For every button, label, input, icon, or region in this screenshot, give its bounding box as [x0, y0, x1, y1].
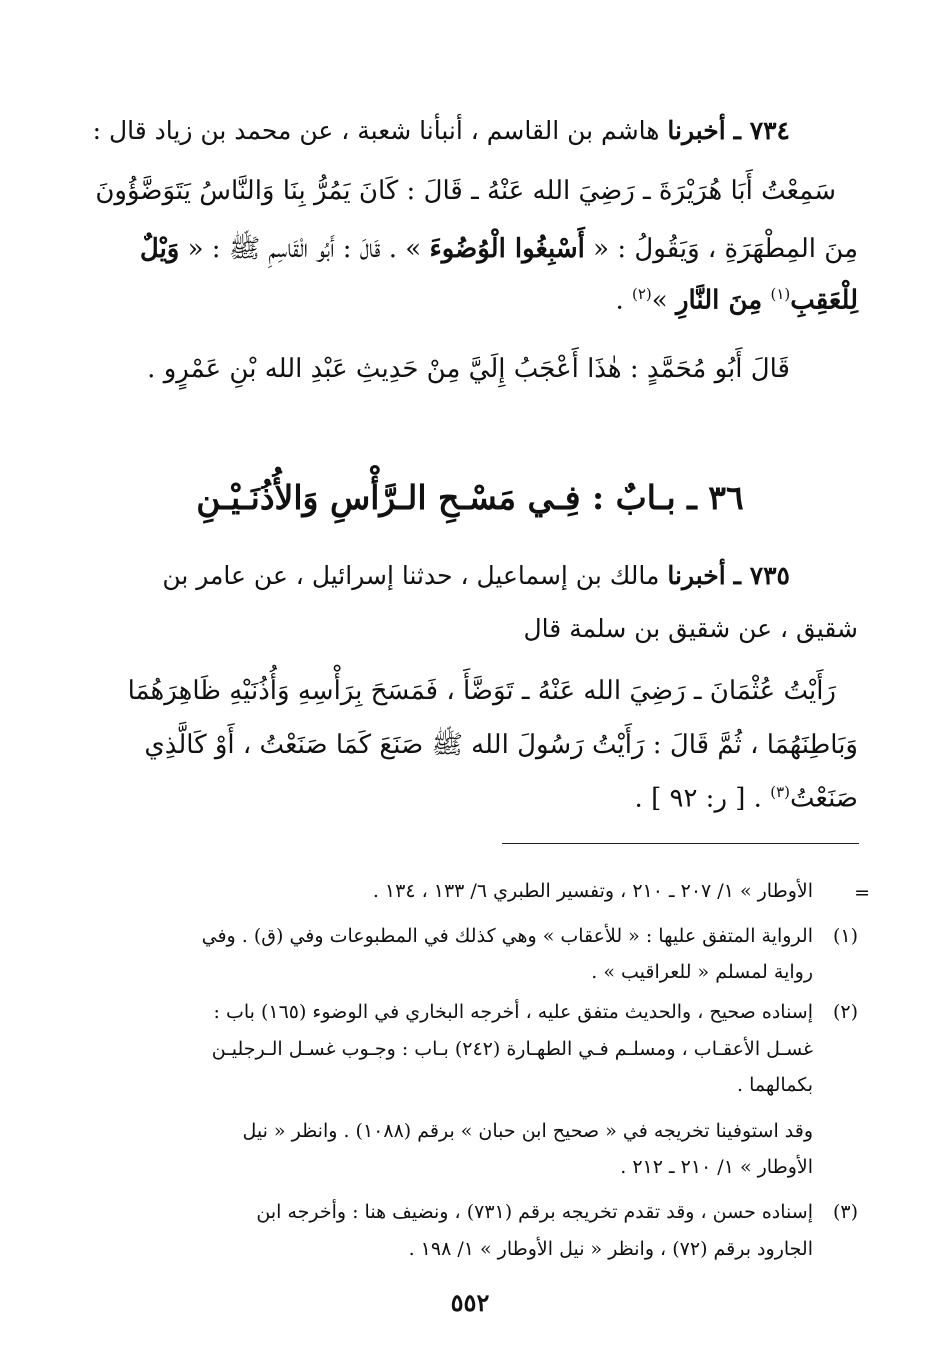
footnote-1-line-2: رواية لمسلم « للعراقيب » .	[591, 961, 813, 983]
matn-text: »	[651, 285, 668, 316]
hadith-735-isnad-line-2: شقيق ، عن شقيق بن سلمة قال	[523, 614, 858, 643]
hadith-735-lead: أخبرنا	[667, 561, 726, 590]
matn-text: . [ ر: ٩٢ ] .	[634, 783, 762, 814]
footnote-ref-1: (١)	[770, 285, 791, 303]
matn-bold-text: مِنَ النَّارِ	[675, 285, 763, 316]
matn-bold-text: وَيْلٌ	[139, 234, 180, 264]
hadith-735-isnad-text: مالك بن إسماعيل ، حدثنا إسرائيل ، عن عامر بن	[162, 561, 660, 590]
footnote-3-line-1: إسناده حسن ، وقد تقدم تخريجه برقم (٧٣١) ، ونضيف هنا : وأخرجه ابن	[256, 1201, 813, 1223]
hadith-734-number: ٧٣٤ ـ	[733, 116, 790, 145]
hadith-734-comment: قَالَ أَبُو مُحَمَّدٍ : هٰذَا أَعْجَبُ إِلَيَّ مِنْ حَدِيثِ عَبْدِ الله بْنِ عَمْرٍو .	[147, 354, 790, 384]
footnote-3-line-2: الجارود برقم (٧٢) ، وانظر « نيل الأوطار » ١/ ١٩٨ .	[408, 1238, 813, 1260]
hadith-734-isnad-text: هاشم بن القاسم ، أنبأنا شعبة ، عن محمد بن زياد قال :	[92, 116, 660, 145]
footnote-2-line-1: إسناده صحيح ، والحديث متفق عليه ، أخرجه البخاري في الوضوء (١٦٥) باب :	[213, 1001, 813, 1023]
matn-text: صَنَعْتُ	[790, 783, 858, 814]
hadith-734-matn-line-2	[140, 232, 858, 270]
matn-text: .	[615, 285, 624, 316]
matn-bold-text: أَسْبِغُوا الْوُضُوءَ	[429, 234, 585, 264]
matn-text: » . قَالَ : أَبُو الْقَاسِمِ ﷺ : «	[187, 234, 422, 264]
footnote-2-line-3: بكمالهما .	[737, 1074, 813, 1096]
page-number: ٥٥٢	[450, 1288, 490, 1317]
footnote-2-line-2: غسـل الأعقـاب ، ومسلـم فـي الطهـارة (٢٤٢) بـاب : وجـوب غسـل الـرجليـن	[211, 1038, 813, 1060]
footnote-ref-3: (٣)	[770, 783, 790, 801]
footnote-2-line-5: الأوطار » ١/ ٢١٠ ـ ٢١٢ .	[620, 1156, 813, 1178]
hadith-735-matn-line-1: رَأَيْتُ عُثْمَانَ ـ رَضِيَ الله عَنْهُ ـ تَوَضَّأَ ، فَمَسَحَ بِرَأْسِهِ وَأُذُنَيْهِ ظَاهِرَهُمَا	[127, 676, 836, 706]
matn-bold-text: لِلْعَقِبِ	[790, 285, 858, 316]
footnote-ref-2: (٢)	[631, 285, 652, 303]
footnote-2-number: (٢)	[832, 1001, 858, 1023]
footnote-divider	[502, 843, 859, 844]
footnote-1-number: (١)	[832, 925, 858, 947]
matn-text: مِنَ المِطْهَرَةِ ، وَيَقُولُ : «	[593, 234, 858, 264]
footnote-1-line-1: الرواية المتفق عليها : « للأعقاب » وهي كذلك في المطبوعات وفي (ق) . وفي	[201, 925, 813, 947]
hadith-734-isnad	[93, 116, 790, 145]
hadith-734-lead: أخبرنا	[667, 116, 726, 145]
chapter-heading: ٣٦ ـ بـابٌ : فِـي مَسْـحِ الـرَّأْسِ وَالأُذُنَـيْـنِ	[196, 478, 744, 517]
hadith-735-matn-line-2: وَبَاطِنَهُمَا ، ثُمَّ قَالَ : رَأَيْتُ رَسُولَ الله ﷺ صَنَعَ كَمَا صَنَعْتُ ، أَوْ كَالَّذِي	[144, 730, 858, 760]
hadith-735-matn-line-3	[635, 783, 858, 814]
hadith-734-matn-line-3	[615, 285, 858, 316]
hadith-734-matn-line-1: سَمِعْتُ أَبَا هُرَيْرَةَ ـ رَضِيَ الله عَنْهُ ـ قَالَ : كَانَ يَمُرُّ بِنَا وَالنَّاسُ يَتَوَضَّؤُونَ	[95, 176, 836, 206]
footnote-continuation: الأوطار » ١/ ٢٠٧ ـ ٢١٠ ، وتفسير الطبري ٦/ ١٣٣ ، ١٣٤ .	[372, 880, 813, 902]
footnote-continuation-marker: =	[854, 882, 870, 904]
footnote-2-line-4: وقد استوفينا تخريجه في « صحيح ابن حبان » برقم (١٠٨٨) . وانظر « نيل	[242, 1120, 813, 1142]
hadith-735-number: ٧٣٥ ـ	[733, 561, 790, 590]
hadith-735-isnad-line-1	[162, 561, 790, 590]
footnote-3-number: (٣)	[832, 1201, 858, 1223]
